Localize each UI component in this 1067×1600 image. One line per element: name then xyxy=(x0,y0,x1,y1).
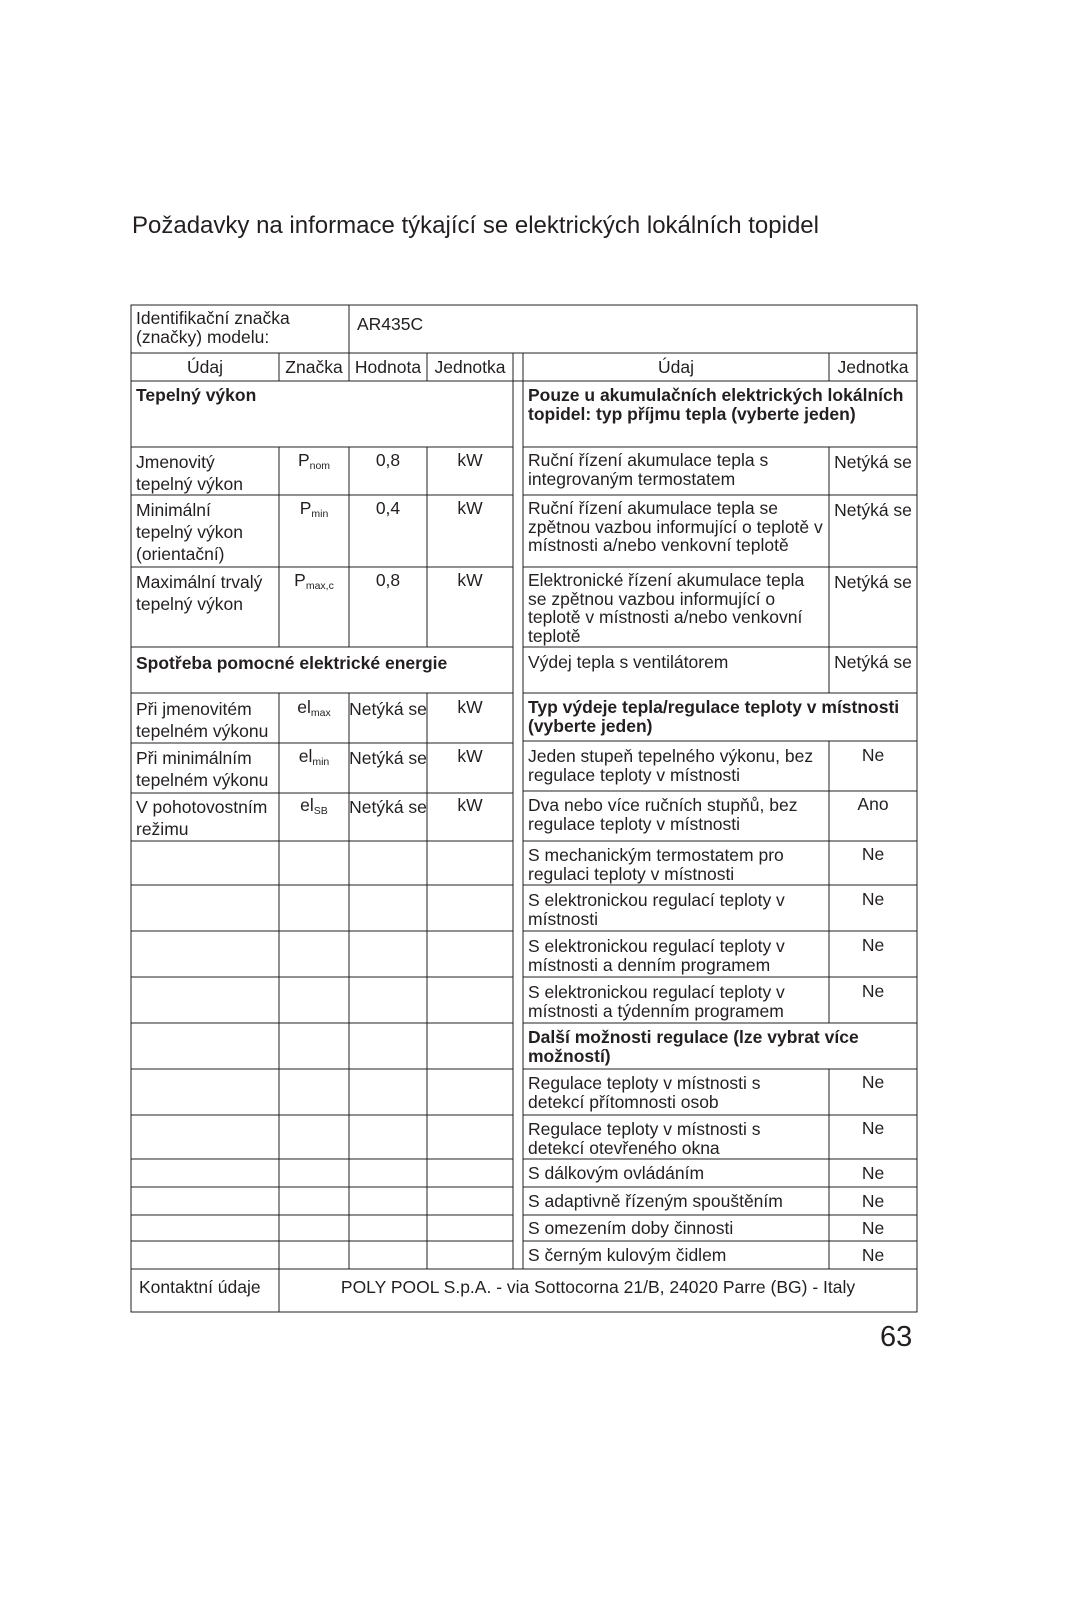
aux-row-label: V pohotovostním režimu xyxy=(136,797,268,839)
storage-row-label: Výdej tepla s ventilátorem xyxy=(528,652,729,672)
storage-row-value: Netýká se xyxy=(834,572,912,592)
other-heading: Další možnosti regulace (lze vybrat více možností) xyxy=(528,1027,859,1066)
control-row-value: Ne xyxy=(861,844,885,864)
other-row-value: Ne xyxy=(861,1163,885,1183)
row-symbol: $P_{max,c}$ xyxy=(294,570,334,592)
header-udaj-left: Údaj xyxy=(187,357,223,377)
control-row-value: Ne xyxy=(861,981,885,1001)
control-row-label: S elektronickou regulací teploty v místnosti a denním programem xyxy=(528,936,785,975)
row-symbol: $P_{nom}$ xyxy=(297,450,331,472)
contact-label: Kontaktní údaje xyxy=(139,1277,261,1297)
storage-row-label: Ruční řízení akumulace tepla se zpětnou vazbou informující o teplotě v místnosti a/nebo venkovní teplotě xyxy=(528,498,823,555)
heat-output-heading: Tepelný výkon xyxy=(136,385,257,405)
header-jednotka-right: Jednotka xyxy=(837,357,909,377)
control-row-value: Ano xyxy=(857,794,889,814)
control-row-label: S elektronickou regulací teploty v místnosti xyxy=(528,890,785,929)
control-row-value: Ne xyxy=(861,745,885,765)
page-number: 63 xyxy=(880,1321,913,1353)
aux-row-value: Netýká se xyxy=(349,748,427,768)
header-udaj-right: Údaj xyxy=(658,357,694,377)
aux-row-unit: kW xyxy=(457,697,483,717)
control-row-label: Jeden stupeň tepelného výkonu, bez regulace teploty v místnosti xyxy=(528,746,814,785)
storage-row-value: Netýká se xyxy=(834,500,912,520)
aux-heading: Spotřeba pomocné elektrické energie xyxy=(136,653,448,673)
row-unit: kW xyxy=(457,570,483,590)
aux-row-unit: kW xyxy=(457,795,483,815)
aux-row-symbol: $el_{max}$ xyxy=(297,697,331,719)
row-label: Jmenovitý tepelný výkon xyxy=(136,452,244,494)
aux-row-label: Při minimálním tepelném výkonu xyxy=(136,748,269,790)
row-symbol: $P_{min}$ xyxy=(299,498,329,520)
other-row-label: S adaptivně řízeným spouštěním xyxy=(528,1191,783,1211)
other-row-value: Ne xyxy=(861,1218,885,1238)
storage-row-label: Ruční řízení akumulace tepla s integrovaným termostatem xyxy=(528,450,769,489)
other-row-label: S černým kulovým čidlem xyxy=(528,1245,727,1265)
page-title: Požadavky na informace týkající se elektrických lokálních topidel xyxy=(132,212,819,239)
storage-row-value: Netýká se xyxy=(834,452,912,472)
control-heading: Typ výdeje tepla/regulace teploty v místnosti (vyberte jeden) xyxy=(528,697,900,736)
other-row-label: Regulace teploty v místnosti s detekcí přítomnosti osob xyxy=(528,1073,761,1112)
row-unit: kW xyxy=(457,498,483,518)
row-unit: kW xyxy=(457,450,483,470)
other-row-value: Ne xyxy=(861,1118,885,1138)
model-value: AR435C xyxy=(357,314,424,334)
aux-row-symbol: $el_{SB}$ xyxy=(300,795,328,817)
control-row-value: Ne xyxy=(861,935,885,955)
control-row-label: S mechanickým termostatem pro regulaci teploty v místnosti xyxy=(528,845,784,884)
contact-value: POLY POOL S.p.A. - via Sottocorna 21/B, 24020 Parre (BG) - Italy xyxy=(340,1277,856,1297)
control-row-label: Dva nebo více ručních stupňů, bez regulace teploty v místnosti xyxy=(528,795,798,834)
row-label: Maximální trvalý tepelný výkon xyxy=(136,572,263,614)
storage-row-label: Elektronické řízení akumulace tepla se zpětnou vazbou informující o teplotě v místnosti a/nebo venkovní teplotě xyxy=(528,570,805,646)
other-row-value: Ne xyxy=(861,1191,885,1211)
other-row-value: Ne xyxy=(861,1072,885,1092)
row-value: 0,4 xyxy=(375,498,401,518)
header-znacka: Značka xyxy=(285,357,343,377)
model-label: Identifikační značka (značky) modelu: xyxy=(136,308,290,347)
header-hodnota: Hodnota xyxy=(354,357,422,377)
header-jednotka-left: Jednotka xyxy=(434,357,506,377)
other-row-value: Ne xyxy=(861,1245,885,1265)
other-row-label: S omezením doby činnosti xyxy=(528,1218,734,1238)
aux-row-value: Netýká se xyxy=(349,699,427,719)
control-row-value: Ne xyxy=(861,889,885,909)
storage-row-value: Netýká se xyxy=(834,652,912,672)
aux-row-value: Netýká se xyxy=(349,797,427,817)
row-label: Minimální tepelný výkon (orientační) xyxy=(136,500,244,564)
other-row-label: Regulace teploty v místnosti s detekcí otevřeného okna xyxy=(528,1119,761,1158)
other-row-label: S dálkovým ovládáním xyxy=(528,1163,705,1183)
control-row-label: S elektronickou regulací teploty v místnosti a týdenním programem xyxy=(528,982,785,1021)
aux-row-label: Při jmenovitém tepelném výkonu xyxy=(136,699,269,741)
aux-row-symbol: $el_{min}$ xyxy=(298,746,330,768)
row-value: 0,8 xyxy=(375,570,401,590)
aux-row-unit: kW xyxy=(457,746,483,766)
storage-heading: Pouze u akumulačních elektrických lokálních topidel: typ příjmu tepla (vyberte jeden) xyxy=(528,385,904,424)
row-value: 0,8 xyxy=(375,450,401,470)
